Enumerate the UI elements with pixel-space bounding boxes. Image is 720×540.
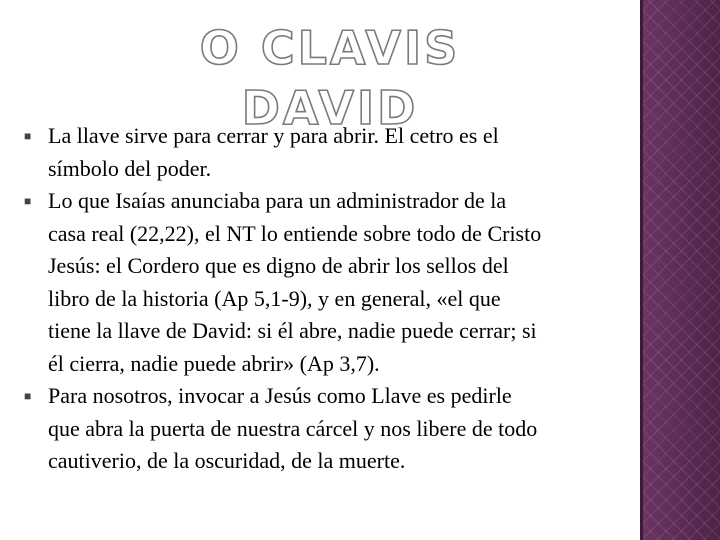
bullet-line: Para nosotros, invocar a Jesús como Llave es pedirle: [48, 383, 512, 408]
bullet-line: La llave sirve para cerrar y para abrir. El cetro es el: [48, 123, 499, 148]
bullet-line: símbolo del poder.: [48, 155, 212, 181]
bullet-item: [20, 185, 620, 380]
bullet-line: Lo que Isaías anunciaba para un administrador de la: [48, 188, 507, 213]
bullet-line: cautiverio, de la oscuridad, de la muerte.: [48, 448, 406, 473]
bullet-icon: ■: [24, 129, 32, 143]
bullet-item: [20, 120, 620, 185]
bullet-list: [20, 120, 620, 478]
slide-title: O CLAVIS DAVID: [199, 21, 461, 135]
bullet-icon: ■: [24, 194, 32, 208]
bullet-line: tiene la llave de David: si él abre, nadie puede cerrar; si: [48, 318, 537, 343]
bullet-line: casa real (22,22), el NT lo entiende sobre todo de Cristo: [48, 220, 542, 246]
bullet-line: Jesús: el Cordero que es digno de abrir los sellos del: [48, 253, 509, 278]
bullet-line: él cierra, nadie puede abrir» (Ap 3,7).: [48, 350, 380, 376]
decorative-side-bar: [643, 0, 720, 540]
bullet-icon: ■: [24, 389, 32, 403]
bullet-item: [20, 380, 620, 478]
bullet-line: libro de la historia (Ap 5,1-9), y en general, «el que: [48, 285, 501, 311]
bullet-line: que abra la puerta de nuestra cárcel y nos libere de todo: [48, 415, 538, 441]
